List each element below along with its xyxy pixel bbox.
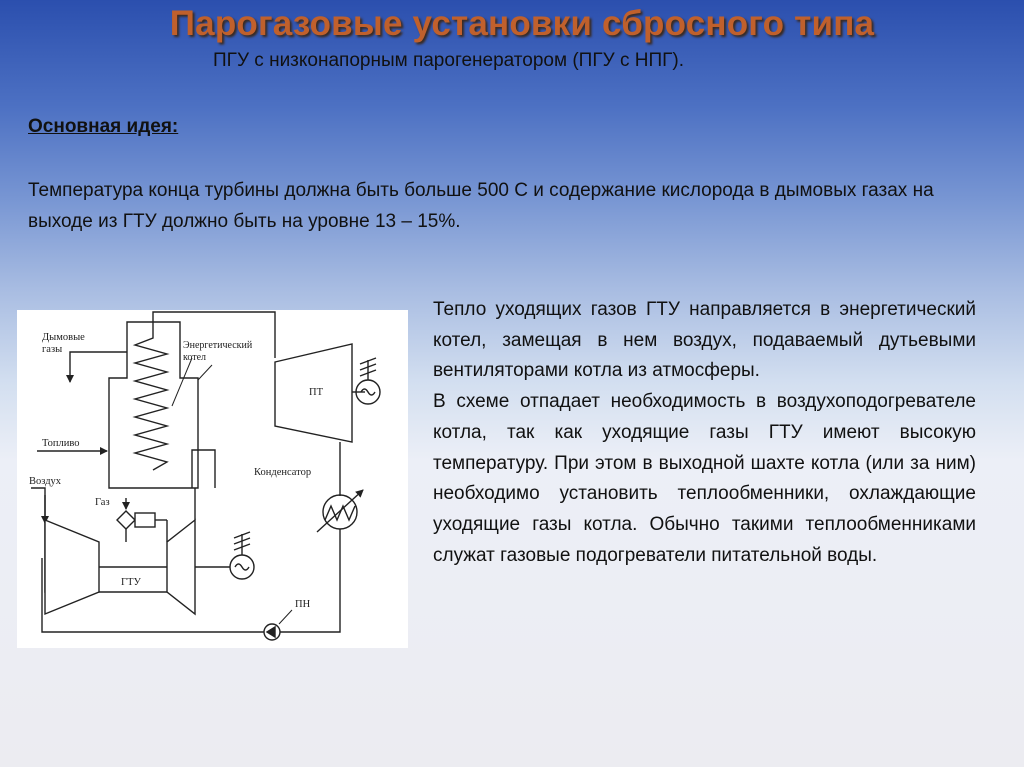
description-paragraph-2: В схеме отпадает необходимость в воздухоподогревателе котла, так как уходящие газы ГТУ имеют высокую температуру. При этом в выходной шахте котла (или за ним) необходимо установить теплообменники, охлаждающие уходящие газы котла. Обычно такими теплообменниками служат газовые подогреватели питательной воды.	[433, 391, 976, 566]
gtu-turbine	[167, 520, 195, 614]
description-text	[433, 295, 976, 571]
boiler-label: Энергетический	[183, 340, 253, 351]
idea-text: Температура конца турбины должна быть больше 500 С и содержание кислорода в дымовых газах на выходе из ГТУ должно быть на уровне 13 – 15%.	[28, 180, 934, 232]
boiler-heating-coil	[135, 330, 167, 470]
gas-label: Газ	[95, 497, 110, 508]
flue-gas-label-line2: газы	[42, 344, 63, 355]
combustion-chamber	[117, 511, 135, 529]
ccgt-scheme-diagram	[17, 310, 408, 648]
fuel-label: Топливо	[42, 438, 80, 449]
steam-turbine-label: ПТ	[309, 387, 323, 398]
description-paragraph-1: Тепло уходящих газов ГТУ направляется в энергетический котел, замещая в нем воздух, подаваемый дутьевыми вентиляторами котла из атмосферы.	[433, 299, 976, 382]
condenser-label: Конденсатор	[254, 467, 312, 478]
idea-heading: Основная идея:	[28, 116, 179, 137]
feed-pump-label: ПН	[295, 599, 311, 610]
ccgt-scheme-svg	[17, 310, 408, 648]
gtu-label: ГТУ	[121, 577, 141, 588]
air-label: Воздух	[29, 476, 62, 487]
flue-gas-label: Дымовые	[42, 332, 85, 343]
slide-title: Парогазовые установки сбросного типа	[169, 4, 875, 43]
slide-subtitle: ПГУ с низконапорным парогенератором (ПГУ с НПГ).	[213, 50, 685, 71]
gtu-compressor	[45, 520, 99, 614]
boiler-label-line2: котел	[183, 352, 207, 363]
